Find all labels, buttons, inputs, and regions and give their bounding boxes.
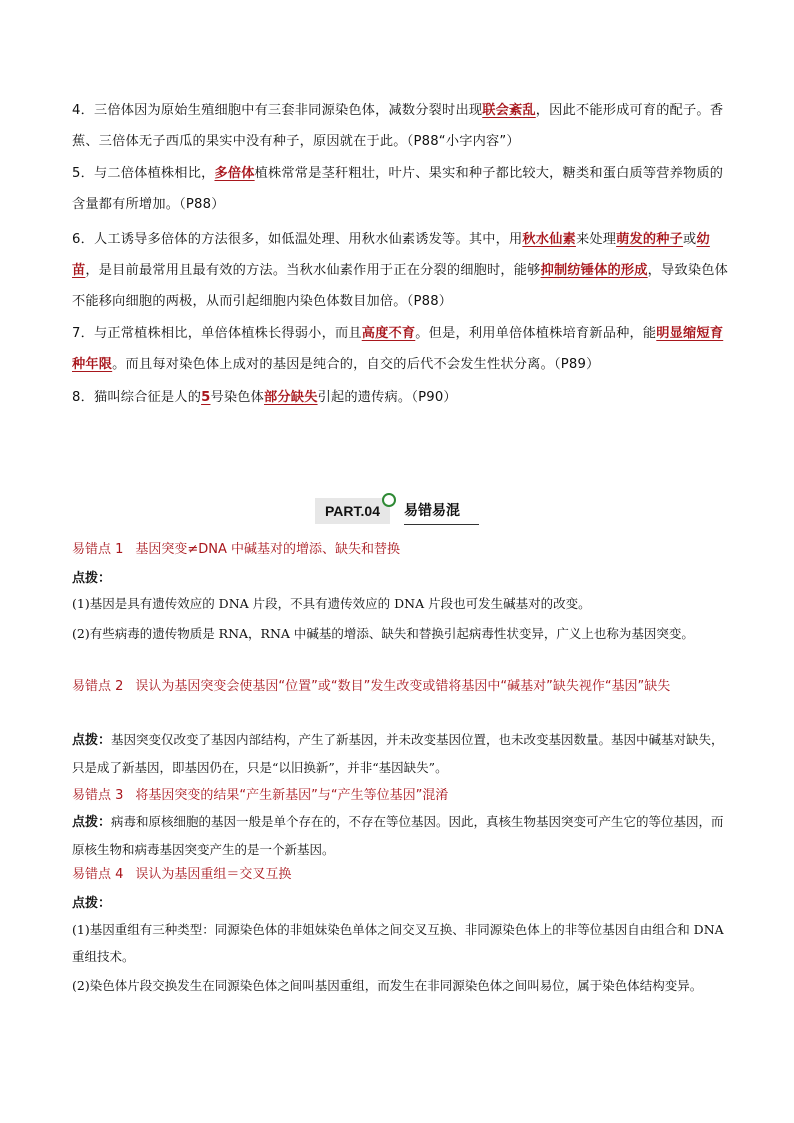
key-term: 5 (201, 390, 211, 405)
knowledge-item-7 (72, 318, 732, 380)
error-title: 误认为基因突变会使基因“位置”或“数目”发生改变或错将基因中“碱基对”缺失视作“基因”缺失 (135, 679, 671, 694)
tip-4-para-2: (2)染色体片段交换发生在同源染色体之间叫基因重组，而发生在非同源染色体之间叫易位，属于染色体结构变异。 (72, 978, 703, 993)
knowledge-item-5 (72, 158, 732, 220)
error-label: 易错点 4 (72, 867, 124, 882)
knowledge-item-4 (72, 95, 732, 157)
item-text: ，是目前最常用且最有效的方法。当秋水仙素作用于正在分裂的细胞时，能够 (85, 263, 541, 278)
tip-label: 点拨： (72, 733, 112, 748)
tip-text: 病毒和原核细胞的基因一般是单个存在的，不存在等位基因。因此，真核生物基因突变可产生它的等位基因，而原核生物和病毒基因突变产生的是一个新基因。 (72, 814, 724, 857)
item-text: 。但是，利用单倍体植株培育新品种，能 (415, 326, 657, 341)
key-term: 抑制纺锤体的形成 (540, 263, 648, 278)
tip-1-para-2: (2)有些病毒的遗传物质是 RNA，RNA 中碱基的增添、缺失和替换引起病毒性状变异，广义上也称为基因突变。 (72, 626, 694, 641)
key-term: 秋水仙素 (522, 232, 576, 247)
section-title: 易错易混 (404, 503, 460, 519)
error-title: 将基因突变的结果“产生新基因”与“产生等位基因”混淆 (135, 788, 449, 803)
tip-label: 点拨： (72, 815, 112, 830)
error-title: 误认为基因重组＝交叉互换 (135, 867, 292, 882)
tip-3 (72, 808, 732, 863)
error-point-4 (72, 864, 732, 886)
tip-label-4 (72, 889, 732, 917)
key-term: 萌发的种子 (616, 232, 684, 247)
section-header (315, 495, 485, 525)
item-text: 5．与二倍体植株相比， (72, 166, 215, 181)
tip-label-1 (72, 564, 732, 592)
circle-icon (382, 493, 396, 507)
tip-2 (72, 726, 732, 781)
key-term: 联会紊乱 (482, 103, 536, 118)
item-text: 4．三倍体因为原始生殖细胞中有三套非同源染色体，减数分裂时出现 (72, 103, 483, 118)
knowledge-item-6 (72, 224, 732, 317)
error-label: 易错点 3 (72, 788, 124, 803)
knowledge-item-8 (72, 382, 732, 413)
error-point-1 (72, 539, 732, 561)
error-label: 易错点 1 (72, 542, 124, 557)
item-text: 6．人工诱导多倍体的方法很多，如低温处理、用秋水仙素诱发等。其中，用 (72, 232, 523, 247)
tip-label: 点拨： (72, 571, 112, 586)
tip-text: 基因突变仅改变了基因内部结构，产生了新基因，并未改变基因位置，也未改变基因数量。基因中碱基对缺失，只是成了新基因，即基因仍在，只是“以旧换新”，并非“基因缺失”。 (72, 732, 724, 775)
part-badge: PART.04 (315, 498, 390, 524)
item-text: 7．与正常植株相比，单倍体植株长得弱小，而且 (72, 326, 362, 341)
key-term: 幼苗 (72, 232, 710, 278)
key-term: 明显缩短育种年限 (72, 326, 724, 372)
key-term: 多倍体 (214, 166, 255, 181)
tip-label: 点拨： (72, 896, 112, 911)
error-label: 易错点 2 (72, 679, 124, 694)
error-point-3 (72, 785, 732, 807)
item-text: 号染色体 (210, 390, 265, 405)
item-text: 8．猫叫综合征是人的 (72, 390, 202, 405)
key-term: 部分缺失 (264, 390, 318, 405)
item-text: 引起的遗传病。（P90） (317, 390, 457, 405)
item-text: 来处理 (575, 232, 617, 247)
item-text: 或 (683, 232, 697, 247)
item-text: 。而且每对染色体上成对的基因是纯合的，自交的后代不会发生性状分离。（P89） (112, 357, 600, 372)
tip-4-para-1: (1)基因重组有三种类型：同源染色体的非姐妹染色单体之间交叉互换、非同源染色体上的非等位基因自由组合和 DNA 重组技术。 (72, 922, 724, 964)
key-term: 高度不育 (361, 326, 416, 341)
error-title: 基因突变≠DNA 中碱基对的增添、缺失和替换 (135, 542, 401, 557)
title-underline (404, 524, 479, 525)
item-text: ，因此不能形成可育的配子。香蕉、三倍体无子西瓜的果实中没有种子，原因就在于此。（P88“小字内容”） (72, 103, 724, 149)
tip-1-para-1: (1)基因是具有遗传效应的 DNA 片段，不具有遗传效应的 DNA 片段也可发生碱基对的改变。 (72, 596, 591, 611)
item-text: ，导致染色体不能移向细胞的两极，从而引起细胞内染色体数目加倍。（P88） (72, 263, 728, 309)
error-point-2 (72, 676, 732, 698)
item-text: 植株常常是茎秆粗壮，叶片、果实和种子都比较大，糖类和蛋白质等营养物质的含量都有所增加。（P88） (72, 166, 724, 212)
